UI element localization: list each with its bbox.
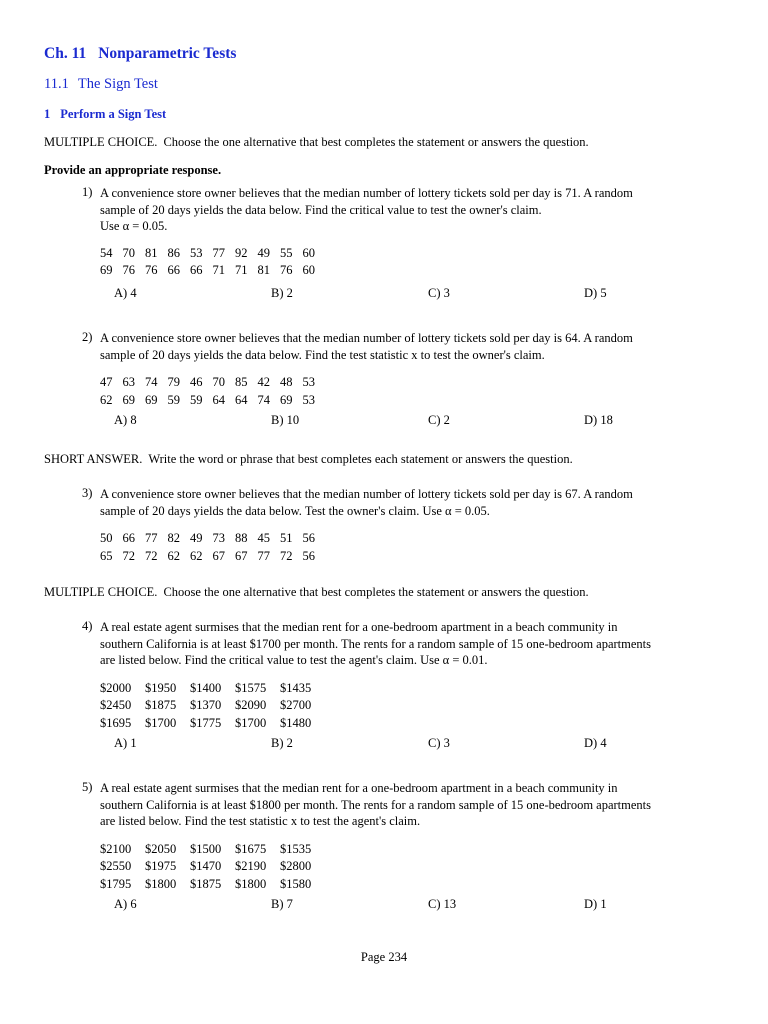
- data-row: [100, 876, 722, 894]
- data-table: [100, 841, 722, 894]
- answer-choices: [114, 413, 722, 431]
- question-text: [100, 619, 722, 669]
- question-2: [82, 330, 722, 431]
- question-line: southern California is at least $1700 per month. The rents for a random sample of 15 one-bedroom apartments: [100, 636, 652, 651]
- answer-choice: B) 2: [271, 285, 293, 300]
- data-value: 85: [235, 375, 248, 389]
- question-text: [100, 185, 722, 235]
- data-value: 82: [167, 531, 180, 545]
- data-value: 81: [145, 245, 158, 260]
- data-table: [100, 374, 722, 409]
- mc-instruction-2: [44, 585, 589, 600]
- data-row: [100, 530, 722, 548]
- question-line: are listed below. Find the critical value to test the agent's claim. Use α = 0.01.: [100, 653, 488, 667]
- data-value: $1400: [190, 680, 222, 695]
- data-value: $2090: [235, 698, 267, 712]
- section-number: 11.1: [44, 76, 69, 92]
- data-value: 53: [302, 392, 315, 407]
- data-value: 66: [122, 531, 135, 545]
- data-value: $1480: [280, 715, 312, 730]
- question-text: [100, 486, 722, 519]
- data-value: $1795: [100, 876, 132, 891]
- answer-choice: D) 1: [584, 897, 607, 911]
- answer-choice: C) 13: [428, 897, 457, 911]
- answer-choice: B) 2: [271, 736, 293, 750]
- question-4: [82, 619, 722, 754]
- answer-choice: A) 1: [114, 736, 137, 750]
- question-line: Use α = 0.05.: [100, 219, 168, 233]
- question-number: 5): [82, 780, 93, 794]
- data-value: 70: [212, 375, 225, 389]
- data-value: 62: [190, 548, 203, 563]
- answer-choice: C) 3: [428, 736, 450, 750]
- data-value: 49: [190, 531, 203, 545]
- sa-instruction: [44, 452, 573, 467]
- mc-instruction-text: Choose the one alternative that best completes the statement or answers the question.: [163, 585, 589, 599]
- data-value: $1775: [190, 715, 222, 730]
- answer-choice: B) 10: [271, 413, 300, 427]
- data-value: 60: [302, 263, 315, 277]
- data-row: [100, 392, 722, 410]
- question-line: A real estate agent surmises that the median rent for a one-bedroom apartment in a beach community in: [100, 620, 618, 634]
- data-value: 72: [145, 548, 158, 563]
- question-5: [82, 780, 722, 915]
- section-heading: [44, 76, 158, 93]
- answer-choices: [114, 736, 722, 754]
- data-value: 55: [280, 245, 293, 260]
- data-value: 92: [235, 245, 248, 260]
- data-table: [100, 245, 722, 280]
- data-value: 69: [122, 392, 135, 407]
- data-value: $1695: [100, 715, 132, 730]
- data-value: 42: [257, 375, 270, 389]
- data-value: $1875: [145, 698, 177, 712]
- data-value: 60: [302, 245, 315, 260]
- data-value: $2550: [100, 859, 132, 873]
- data-value: 71: [212, 263, 225, 277]
- data-value: $1535: [280, 841, 312, 856]
- data-table: [100, 680, 722, 733]
- question-line: A convenience store owner believes that the median number of lottery tickets sold per day is 67. A random: [100, 487, 633, 501]
- answer-choice: A) 4: [114, 285, 137, 300]
- mc-instruction-head: MULTIPLE CHOICE.: [44, 135, 158, 149]
- data-value: $1675: [235, 841, 267, 856]
- data-value: $2050: [145, 841, 177, 856]
- data-value: $1875: [190, 876, 222, 891]
- data-value: 86: [167, 245, 180, 260]
- answer-choice: D) 18: [584, 413, 613, 427]
- data-value: $2700: [280, 698, 312, 712]
- data-row: [100, 841, 722, 859]
- data-value: $1700: [235, 715, 267, 730]
- data-value: 66: [167, 263, 180, 277]
- data-value: 77: [212, 245, 225, 260]
- data-row: [100, 245, 722, 263]
- data-value: 66: [190, 263, 203, 277]
- question-line: sample of 20 days yields the data below. Test the owner's claim. Use α = 0.05.: [100, 503, 490, 518]
- chapter-title: Nonparametric Tests: [98, 45, 237, 62]
- chapter-heading: [44, 45, 236, 63]
- data-row: [100, 858, 722, 876]
- mc-instruction-1: [44, 135, 589, 150]
- data-value: 64: [235, 392, 248, 407]
- question-number: 1): [82, 185, 93, 199]
- data-value: 46: [190, 375, 203, 389]
- data-row: [100, 715, 722, 733]
- question-line: sample of 20 days yields the data below. Find the critical value to test the owner's claim.: [100, 202, 542, 217]
- answer-choice: A) 6: [114, 897, 137, 911]
- data-value: 67: [235, 548, 248, 563]
- data-value: 81: [257, 263, 270, 277]
- data-value: $1700: [145, 715, 177, 730]
- page-number: Page 234: [360, 950, 408, 964]
- data-value: 71: [235, 263, 248, 277]
- section-title: The Sign Test: [77, 76, 158, 92]
- data-value: 49: [257, 245, 270, 260]
- data-value: $2000: [100, 680, 132, 695]
- objective-title: Perform a Sign Test: [60, 107, 167, 121]
- answer-choice: C) 3: [428, 285, 450, 300]
- data-value: 59: [167, 392, 180, 407]
- data-value: 69: [280, 392, 293, 407]
- data-value: 56: [302, 548, 315, 563]
- data-value: 69: [145, 392, 158, 407]
- data-row: [100, 374, 722, 392]
- data-value: $1470: [190, 859, 222, 873]
- question-line: southern California is at least $1800 per month. The rents for a random sample of 15 one-bedroom apartments: [100, 797, 652, 812]
- data-value: 77: [257, 548, 270, 563]
- data-row: [100, 697, 722, 715]
- question-number: 2): [82, 330, 93, 344]
- question-number: 3): [82, 486, 93, 500]
- data-value: 63: [122, 375, 135, 389]
- data-value: $2100: [100, 841, 132, 856]
- data-value: $2800: [280, 859, 312, 873]
- data-value: $1500: [190, 841, 222, 856]
- sa-instruction-text: Write the word or phrase that best completes each statement or answers the question.: [148, 452, 573, 466]
- data-value: $1580: [280, 876, 312, 891]
- data-value: $2190: [235, 859, 267, 873]
- data-value: 72: [122, 548, 135, 563]
- data-value: $1800: [235, 876, 267, 891]
- objective-heading: [44, 107, 166, 122]
- question-line: are listed below. Find the test statistic x to test the agent's claim.: [100, 814, 421, 828]
- question-line: A real estate agent surmises that the median rent for a one-bedroom apartment in a beach community in: [100, 781, 618, 795]
- question-line: sample of 20 days yields the data below. Find the test statistic x to test the owner's claim.: [100, 347, 545, 362]
- data-value: 76: [145, 263, 158, 277]
- data-value: $1370: [190, 698, 222, 712]
- data-value: 45: [257, 531, 270, 545]
- data-value: 62: [100, 392, 113, 407]
- data-value: 64: [212, 392, 225, 407]
- provide-response-heading: Provide an appropriate response.: [44, 163, 222, 177]
- data-value: $1800: [145, 876, 177, 891]
- question-1: [82, 185, 722, 304]
- objective-number: 1: [44, 107, 51, 121]
- data-value: $2450: [100, 698, 132, 712]
- data-value: $1975: [145, 859, 177, 873]
- data-value: 70: [122, 245, 135, 260]
- data-value: 48: [280, 375, 293, 389]
- question-line: A convenience store owner believes that the median number of lottery tickets sold per day is 64. A random: [100, 331, 633, 345]
- mc-instruction-text: Choose the one alternative that best completes the statement or answers the question.: [163, 135, 589, 149]
- data-value: 47: [100, 375, 113, 389]
- question-3: [82, 486, 722, 565]
- answer-choice: A) 8: [114, 413, 137, 427]
- data-row: [100, 262, 722, 280]
- answer-choice: D) 5: [584, 285, 607, 300]
- question-text: [100, 330, 722, 363]
- sa-instruction-head: SHORT ANSWER.: [44, 452, 143, 466]
- data-value: 73: [212, 531, 225, 545]
- data-row: [100, 680, 722, 698]
- data-value: 50: [100, 531, 113, 545]
- answer-choice: D) 4: [584, 736, 607, 750]
- chapter-number: Ch. 11: [44, 45, 87, 62]
- data-value: 69: [100, 263, 113, 277]
- data-value: 53: [190, 245, 203, 260]
- data-value: 53: [302, 375, 315, 389]
- answer-choices: [114, 897, 722, 915]
- data-value: $1435: [280, 680, 312, 695]
- data-value: $1950: [145, 680, 177, 695]
- data-value: 74: [257, 392, 270, 407]
- data-value: 62: [167, 548, 180, 563]
- answer-choice: C) 2: [428, 413, 450, 427]
- mc-instruction-head: MULTIPLE CHOICE.: [44, 585, 158, 599]
- data-value: 51: [280, 531, 293, 545]
- question-text: [100, 780, 722, 830]
- data-value: $1575: [235, 680, 267, 695]
- data-value: 56: [302, 531, 315, 545]
- data-value: 67: [212, 548, 225, 563]
- question-number: 4): [82, 619, 93, 633]
- data-table: [100, 530, 722, 565]
- data-value: 54: [100, 245, 113, 260]
- data-value: 76: [122, 263, 135, 277]
- question-line: A convenience store owner believes that the median number of lottery tickets sold per day is 71. A random: [100, 186, 633, 200]
- answer-choice: B) 7: [271, 897, 293, 911]
- data-value: 88: [235, 531, 248, 545]
- data-value: 65: [100, 548, 113, 563]
- data-value: 77: [145, 531, 158, 545]
- answer-choices: [114, 286, 722, 304]
- data-value: 74: [145, 375, 158, 389]
- data-value: 59: [190, 392, 203, 407]
- data-value: 76: [280, 263, 293, 277]
- data-value: 72: [280, 548, 293, 563]
- data-value: 79: [167, 375, 180, 389]
- data-row: [100, 548, 722, 566]
